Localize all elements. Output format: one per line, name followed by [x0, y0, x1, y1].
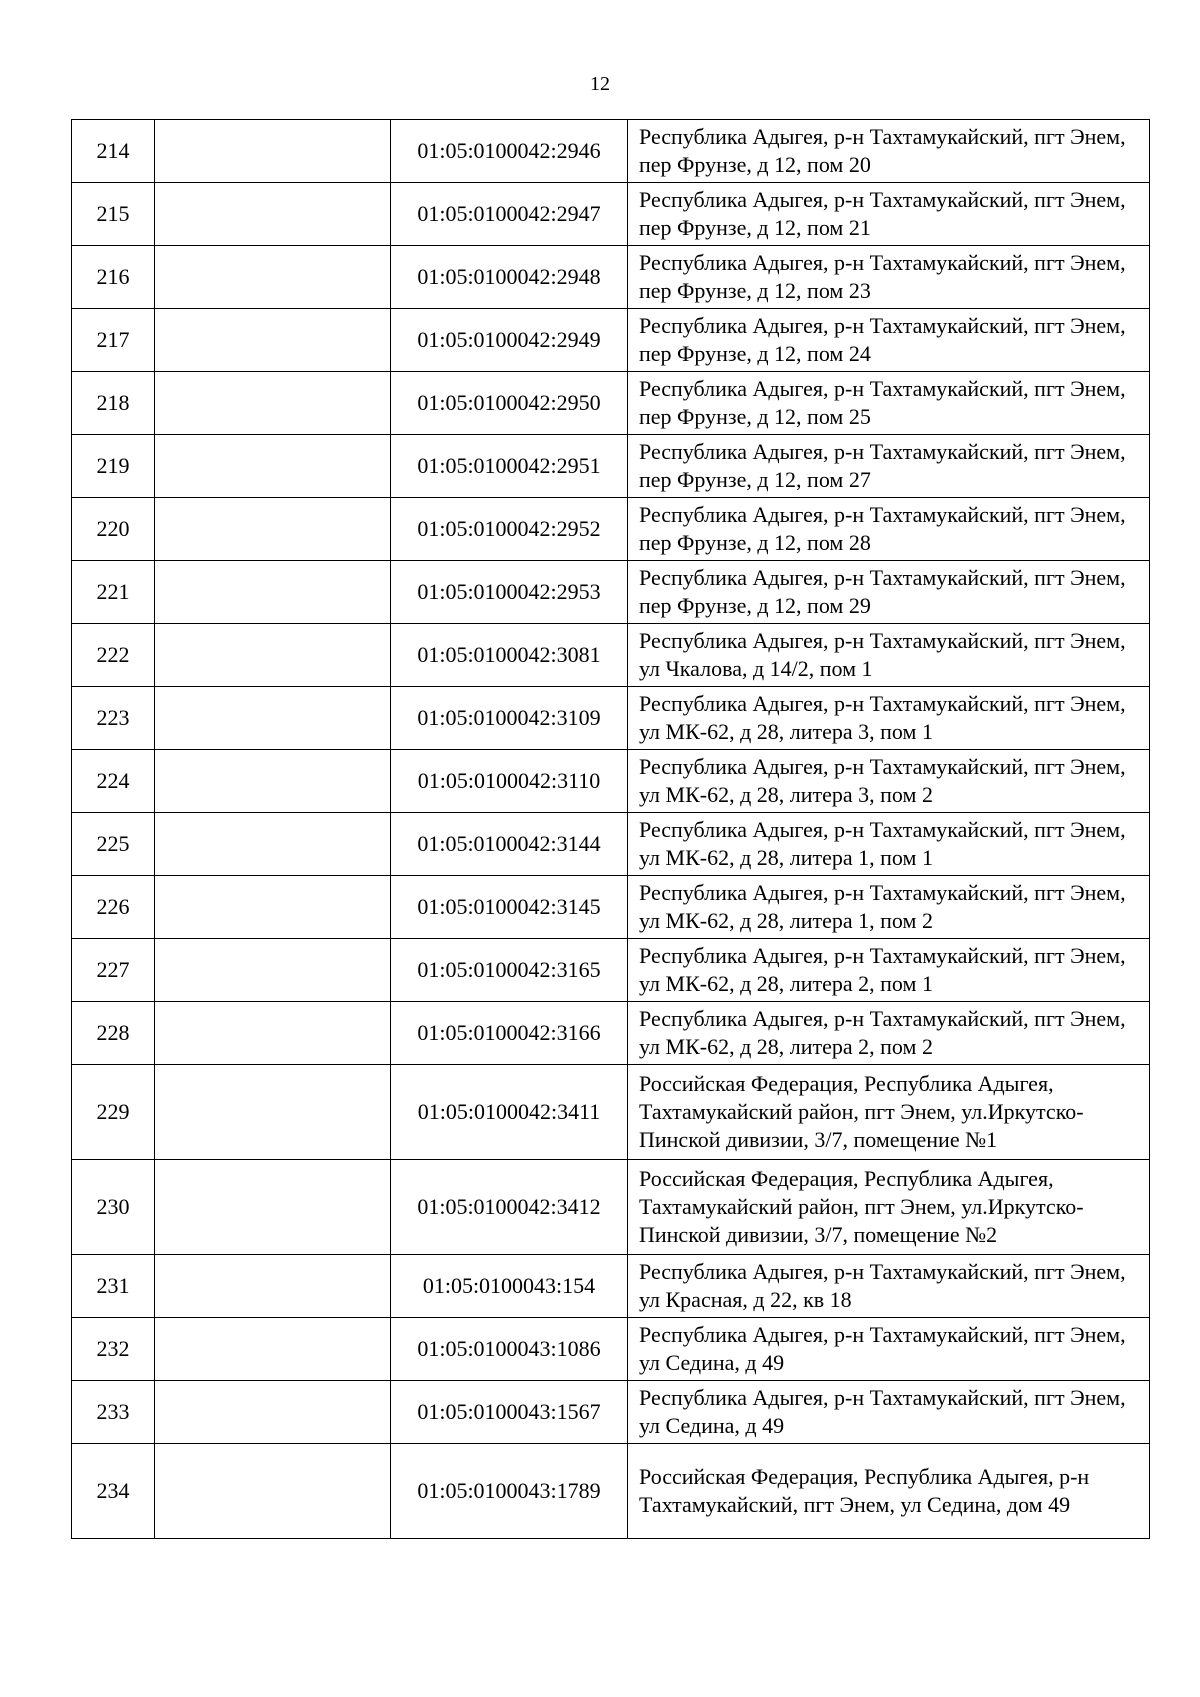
address: Республика Адыгея, р-н Тахтамукайский, пгт Энем, пер Фрунзе, д 12, пом 21 [628, 183, 1150, 246]
address: Российская Федерация, Республика Адыгея, р-н Тахтамукайский, пгт Энем, ул Седина, дом 49 [628, 1444, 1150, 1539]
owner-cell [155, 246, 391, 309]
row-number: 228 [72, 1002, 155, 1065]
row-number: 227 [72, 939, 155, 1002]
page-number: 12 [590, 73, 610, 95]
table-row [72, 372, 1150, 435]
owner-cell [155, 372, 391, 435]
cadastral-number: 01:05:0100042:2953 [391, 561, 628, 624]
cadastral-number: 01:05:0100043:1789 [391, 1444, 628, 1539]
owner-cell [155, 939, 391, 1002]
cadastral-number: 01:05:0100042:2947 [391, 183, 628, 246]
table-row [72, 939, 1150, 1002]
address: Республика Адыгея, р-н Тахтамукайский, пгт Энем, пер Фрунзе, д 12, пом 23 [628, 246, 1150, 309]
row-number: 231 [72, 1255, 155, 1318]
row-number: 219 [72, 435, 155, 498]
row-number: 233 [72, 1381, 155, 1444]
owner-cell [155, 498, 391, 561]
cadastral-number: 01:05:0100042:3109 [391, 687, 628, 750]
property-table-body [72, 120, 1150, 1539]
owner-cell [155, 624, 391, 687]
owner-cell [155, 435, 391, 498]
row-number: 218 [72, 372, 155, 435]
table-row [72, 624, 1150, 687]
address: Республика Адыгея, р-н Тахтамукайский, пгт Энем, ул МК-62, д 28, литера 3, пом 2 [628, 750, 1150, 813]
cadastral-number: 01:05:0100042:2950 [391, 372, 628, 435]
address: Республика Адыгея, р-н Тахтамукайский, пгт Энем, ул МК-62, д 28, литера 1, пом 2 [628, 876, 1150, 939]
cadastral-number: 01:05:0100042:2952 [391, 498, 628, 561]
table-row [72, 687, 1150, 750]
owner-cell [155, 750, 391, 813]
row-number: 222 [72, 624, 155, 687]
address: Республика Адыгея, р-н Тахтамукайский, пгт Энем, ул Красная, д 22, кв 18 [628, 1255, 1150, 1318]
owner-cell [155, 183, 391, 246]
table-row [72, 876, 1150, 939]
cadastral-number: 01:05:0100042:3412 [391, 1160, 628, 1255]
address: Республика Адыгея, р-н Тахтамукайский, пгт Энем, пер Фрунзе, д 12, пом 28 [628, 498, 1150, 561]
owner-cell [155, 561, 391, 624]
cadastral-number: 01:05:0100043:1086 [391, 1318, 628, 1381]
owner-cell [155, 1160, 391, 1255]
owner-cell [155, 309, 391, 372]
table-row [72, 1065, 1150, 1160]
row-number: 230 [72, 1160, 155, 1255]
table-row [72, 813, 1150, 876]
row-number: 229 [72, 1065, 155, 1160]
cadastral-number: 01:05:0100042:2946 [391, 120, 628, 183]
row-number: 214 [72, 120, 155, 183]
row-number: 232 [72, 1318, 155, 1381]
row-number: 216 [72, 246, 155, 309]
table-row [72, 750, 1150, 813]
table-row [72, 120, 1150, 183]
cadastral-number: 01:05:0100042:3110 [391, 750, 628, 813]
table-row [72, 1255, 1150, 1318]
address: Республика Адыгея, р-н Тахтамукайский, пгт Энем, пер Фрунзе, д 12, пом 20 [628, 120, 1150, 183]
cadastral-number: 01:05:0100042:2951 [391, 435, 628, 498]
address: Республика Адыгея, р-н Тахтамукайский, пгт Энем, пер Фрунзе, д 12, пом 25 [628, 372, 1150, 435]
row-number: 217 [72, 309, 155, 372]
table-row [72, 309, 1150, 372]
row-number: 224 [72, 750, 155, 813]
owner-cell [155, 1444, 391, 1539]
table-row [72, 1002, 1150, 1065]
owner-cell [155, 1002, 391, 1065]
owner-cell [155, 120, 391, 183]
row-number: 226 [72, 876, 155, 939]
address: Республика Адыгея, р-н Тахтамукайский, пгт Энем, пер Фрунзе, д 12, пом 27 [628, 435, 1150, 498]
address: Республика Адыгея, р-н Тахтамукайский, пгт Энем, ул МК-62, д 28, литера 2, пом 2 [628, 1002, 1150, 1065]
row-number: 234 [72, 1444, 155, 1539]
cadastral-number: 01:05:0100042:3411 [391, 1065, 628, 1160]
owner-cell [155, 1255, 391, 1318]
address: Российская Федерация, Республика Адыгея, Тахтамукайский район, пгт Энем, ул.Иркутско-Пинской дивизии, 3/7, помещение №2 [628, 1160, 1150, 1255]
table-row [72, 183, 1150, 246]
cadastral-number: 01:05:0100042:3144 [391, 813, 628, 876]
table-row [72, 1381, 1150, 1444]
table-row [72, 561, 1150, 624]
address: Республика Адыгея, р-н Тахтамукайский, пгт Энем, пер Фрунзе, д 12, пом 24 [628, 309, 1150, 372]
owner-cell [155, 1065, 391, 1160]
address: Республика Адыгея, р-н Тахтамукайский, пгт Энем, ул МК-62, д 28, литера 1, пом 1 [628, 813, 1150, 876]
table-row [72, 1444, 1150, 1539]
owner-cell [155, 1381, 391, 1444]
address: Республика Адыгея, р-н Тахтамукайский, пгт Энем, пер Фрунзе, д 12, пом 29 [628, 561, 1150, 624]
address: Республика Адыгея, р-н Тахтамукайский, пгт Энем, ул Седина, д 49 [628, 1381, 1150, 1444]
table-row [72, 246, 1150, 309]
cadastral-number: 01:05:0100042:2948 [391, 246, 628, 309]
address: Республика Адыгея, р-н Тахтамукайский, пгт Энем, ул Седина, д 49 [628, 1318, 1150, 1381]
cadastral-number: 01:05:0100043:154 [391, 1255, 628, 1318]
owner-cell [155, 813, 391, 876]
cadastral-number: 01:05:0100042:3166 [391, 1002, 628, 1065]
table-row [72, 498, 1150, 561]
property-table [71, 119, 1150, 1539]
row-number: 225 [72, 813, 155, 876]
table-row [72, 1160, 1150, 1255]
row-number: 215 [72, 183, 155, 246]
address: Российская Федерация, Республика Адыгея, Тахтамукайский район, пгт Энем, ул.Иркутско-Пинской дивизии, 3/7, помещение №1 [628, 1065, 1150, 1160]
owner-cell [155, 1318, 391, 1381]
owner-cell [155, 687, 391, 750]
row-number: 220 [72, 498, 155, 561]
row-number: 223 [72, 687, 155, 750]
address: Республика Адыгея, р-н Тахтамукайский, пгт Энем, ул Чкалова, д 14/2, пом 1 [628, 624, 1150, 687]
address: Республика Адыгея, р-н Тахтамукайский, пгт Энем, ул МК-62, д 28, литера 2, пом 1 [628, 939, 1150, 1002]
cadastral-number: 01:05:0100043:1567 [391, 1381, 628, 1444]
table-row [72, 435, 1150, 498]
table-row [72, 1318, 1150, 1381]
cadastral-number: 01:05:0100042:3165 [391, 939, 628, 1002]
cadastral-number: 01:05:0100042:3145 [391, 876, 628, 939]
cadastral-number: 01:05:0100042:3081 [391, 624, 628, 687]
row-number: 221 [72, 561, 155, 624]
cadastral-number: 01:05:0100042:2949 [391, 309, 628, 372]
address: Республика Адыгея, р-н Тахтамукайский, пгт Энем, ул МК-62, д 28, литера 3, пом 1 [628, 687, 1150, 750]
owner-cell [155, 876, 391, 939]
